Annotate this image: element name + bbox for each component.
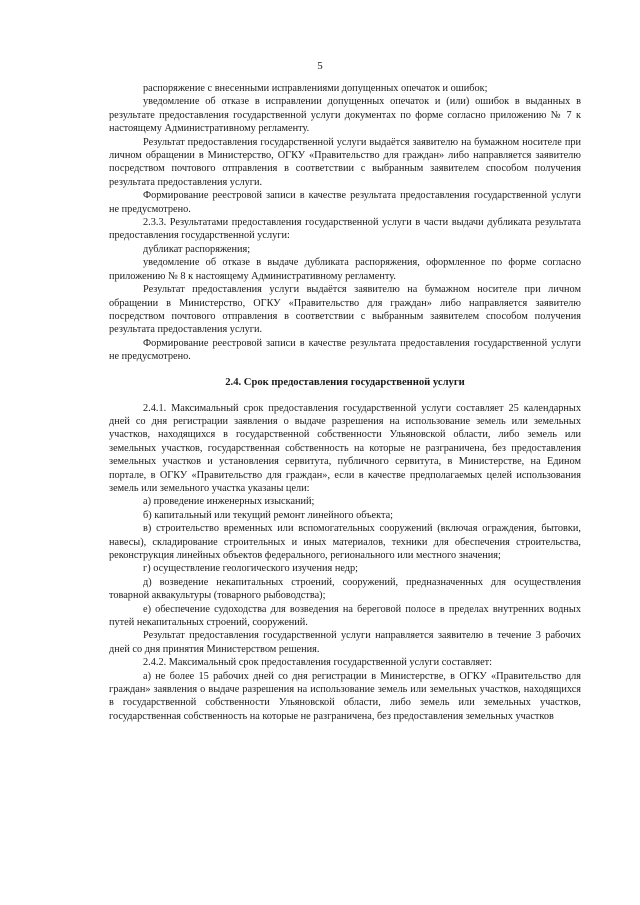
paragraph: распоряжение с внесенными исправлениями допущенных опечаток и ошибок; xyxy=(143,83,488,94)
section-heading: 2.4. Срок предоставления государственной услуги xyxy=(225,376,465,388)
paragraph: уведомление об отказе в исправлении допущенных опечаток и (или) ошибок в выданных в результате предоставления государственной услуги документах по форме согласно приложению № 7 к настоящему Административному регламенту. xyxy=(109,96,581,135)
document-body xyxy=(109,82,581,723)
paragraph: 2.4.2. Максимальный срок предоставления государственной услуги составляет: xyxy=(143,657,493,669)
paragraph: 2.4.1. Максимальный срок предоставления государственной услуги составляет 25 календарных дней со дня регистрации заявления о выдаче разрешения на использование земель или земельных участков, находящихся в государственной собственности Ульяновской области, либо земель или земельных участков, государственная собственность на которые не разграничена, без предоставления земельных участков и установления сервитута, публичного сервитута, в Министерстве, на Едином портале, в ОГКУ «Правительство для граждан», если в качестве предполагаемых целей использования земель или земельного участка указаны цели: xyxy=(109,402,581,494)
paragraph: Результат предоставления государственной услуги направляется заявителю в течение 3 рабочих дней со дня принятия Министерством решения. xyxy=(109,630,581,655)
paragraph: Формирование реестровой записи в качестве результата предоставления государственной услуги не предусмотрено. xyxy=(109,190,581,215)
paragraph: дубликат распоряжения; xyxy=(143,243,251,255)
list-item: д) возведение некапитальных строений, сооружений, предназначенных для осуществления товарной аквакультуры (товарного рыбоводства); xyxy=(109,576,581,602)
list-item: б) капитальный или текущий ремонт линейного объекта; xyxy=(143,509,394,521)
list-item: в) строительство временных или вспомогательных сооружений (включая ограждения, бытовки, навесы), складирование строительных и иных материалов, техники для обеспечения строительства, реконструкция линейных объектов федерального, регионального или местного значения; xyxy=(109,523,581,561)
paragraph: 2.3.3. Результатами предоставления государственной услуги в части выдачи дубликата результата предоставления государственной услуги: xyxy=(109,217,581,242)
paragraph: Формирование реестровой записи в качестве результата предоставления государственной услуги не предусмотрено. xyxy=(109,337,581,363)
list-item: г) осуществление геологического изучения недр; xyxy=(143,563,359,575)
paragraph: уведомление об отказе в выдаче дубликата распоряжения, оформленное по форме согласно приложению № 8 к настоящему Административному регламенту. xyxy=(109,257,581,282)
list-item: е) обеспечение судоходства для возведения на береговой полосе в пределах внутренних водных путей некапитальных строений, сооружений. xyxy=(109,603,581,629)
list-item: а) не более 15 рабочих дней со дня регистрации в Министерстве, в ОГКУ «Правительство для граждан» заявления о выдаче разрешения на использование земель или земельных участков, находящихся в государственной собственности Ульяновской области, либо земель или земельных участков, государственная собственность на которые не разграничена, без предоставления земельных участков xyxy=(109,670,581,722)
paragraph: Результат предоставления услуги выдаётся заявителю на бумажном носителе при личном обращении в Министерство, ОГКУ «Правительство для граждан» либо направляется заявителю посредством почтового отправления в соответствии с выбранным заявителем способом получения результата предоставления услуги. xyxy=(109,284,581,336)
list-item: а) проведение инженерных изысканий; xyxy=(143,496,315,508)
paragraph: Результат предоставления государственной услуги выдаётся заявителю на бумажном носителе при личном обращении в Министерство, ОГКУ «Правительство для граждан» либо направляется заявителю посредством почтового отправления в соответствии с выбранным заявителем способом получения результата предоставления услуги. xyxy=(109,136,581,188)
page-number: 5 xyxy=(317,60,323,72)
